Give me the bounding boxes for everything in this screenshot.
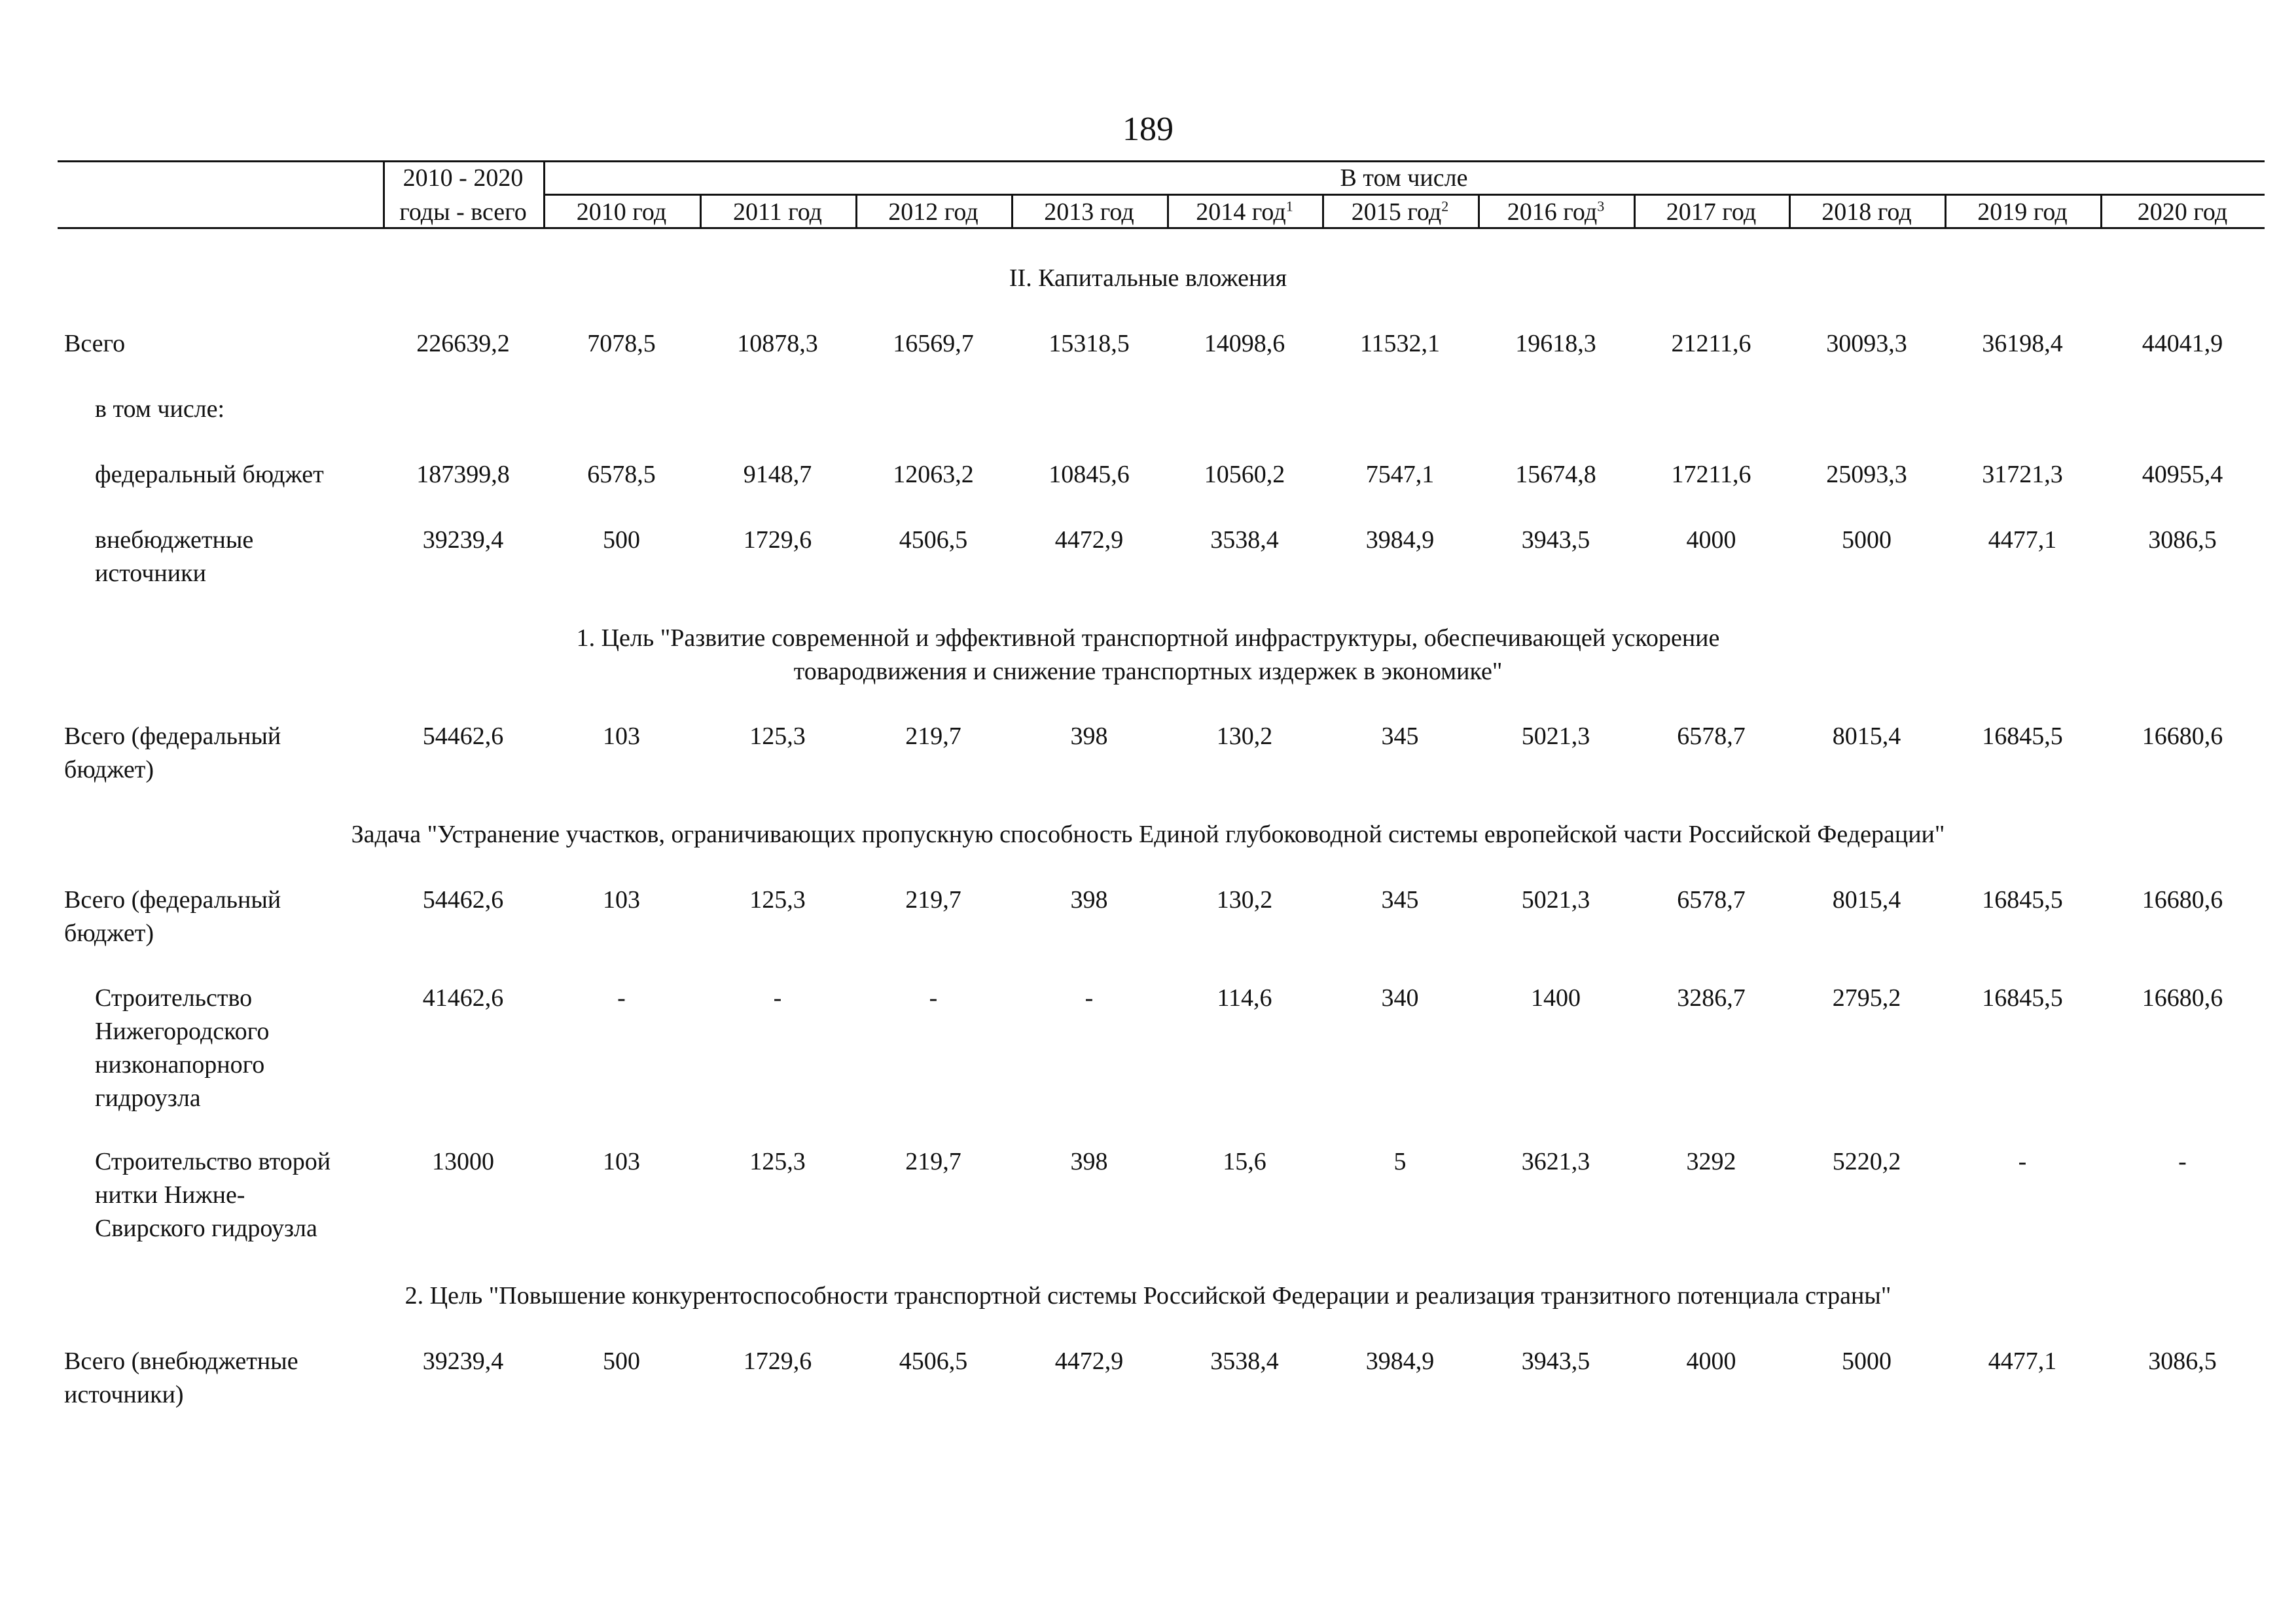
total-cell: 226639,2	[416, 330, 510, 357]
row-label	[95, 1145, 383, 1245]
row-label-line: нитки Нижне-	[95, 1181, 245, 1209]
section-heading: 1. Цель "Развитие современной и эффективной транспортной инфраструктуры, обеспечивающей ускорение	[576, 624, 1720, 652]
year-cell: 15318,5	[1049, 330, 1130, 357]
year-cell: 500	[603, 526, 640, 554]
year-cell: 4506,5	[899, 1347, 968, 1375]
header-year-label: 2015 год	[1351, 198, 1442, 226]
header-year	[543, 198, 700, 226]
row-label-line: источники)	[64, 1381, 184, 1408]
year-cell: -	[617, 984, 626, 1012]
total-cell: 13000	[432, 1148, 494, 1175]
year-cell: 219,7	[905, 886, 961, 914]
year-cell: 130,2	[1216, 722, 1273, 750]
total-cell: 54462,6	[422, 722, 504, 750]
year-cell: 4472,9	[1054, 1347, 1124, 1375]
year-cell: 31721,3	[1982, 461, 2063, 488]
year-cell: 10845,6	[1049, 461, 1130, 488]
year-cell: 9148,7	[743, 461, 812, 488]
header-year-label: 2011 год	[733, 198, 822, 226]
year-cell: 219,7	[905, 1148, 961, 1175]
total-cell: 187399,8	[416, 461, 510, 488]
year-cell: 16680,6	[2142, 886, 2223, 914]
year-cell: 398	[1070, 722, 1108, 750]
header-year	[1167, 198, 1322, 226]
row-label-line: бюджет)	[64, 756, 154, 783]
row-label-line: Строительство второй	[95, 1148, 331, 1175]
year-cell: 4000	[1686, 1347, 1736, 1375]
year-cell: 1400	[1531, 984, 1581, 1012]
total-cell: 41462,6	[422, 984, 504, 1012]
year-cell: 16680,6	[2142, 984, 2223, 1012]
year-cell: 40955,4	[2142, 461, 2223, 488]
year-cell: 15,6	[1223, 1148, 1266, 1175]
year-cell: 345	[1381, 722, 1419, 750]
row-label-line: бюджет)	[64, 919, 154, 947]
year-cell: 5220,2	[1832, 1148, 1901, 1175]
header-year	[1945, 198, 2100, 226]
row-label-line: Строительство	[95, 984, 253, 1012]
year-cell: 125,3	[749, 722, 806, 750]
header-middle-rule	[543, 194, 2265, 196]
row-label	[95, 524, 383, 590]
row-label-line: в том числе:	[95, 395, 225, 423]
year-cell: 10878,3	[737, 330, 818, 357]
year-cell: 12063,2	[893, 461, 974, 488]
year-cell: 4477,1	[1988, 1347, 2057, 1375]
year-cell: 3538,4	[1210, 1347, 1279, 1375]
year-cell: 398	[1070, 1148, 1108, 1175]
section-heading: товародвижения и снижение транспортных издержек в экономике"	[793, 658, 1503, 685]
year-cell: 1729,6	[743, 1347, 812, 1375]
year-cell: 16845,5	[1982, 722, 2063, 750]
row-label	[64, 883, 383, 950]
year-cell: 3943,5	[1521, 1347, 1590, 1375]
header-total-label: годы - всего	[399, 198, 527, 226]
row-label	[95, 982, 383, 1115]
row-label-line: Нижегородского	[95, 1018, 270, 1045]
year-cell: -	[929, 984, 938, 1012]
year-cell: 4477,1	[1988, 526, 2057, 554]
year-cell: 10560,2	[1204, 461, 1285, 488]
year-cell: 6578,7	[1677, 886, 1746, 914]
header-year	[855, 198, 1011, 226]
header-year	[2100, 198, 2265, 226]
row-label	[64, 1345, 383, 1412]
header-year-label: 2013 год	[1044, 198, 1134, 226]
year-cell: 8015,4	[1832, 722, 1901, 750]
year-cell: 3086,5	[2148, 526, 2217, 554]
year-cell: 4506,5	[899, 526, 968, 554]
row-label-line: Всего (федеральный	[64, 886, 281, 914]
year-cell: 5021,3	[1521, 722, 1590, 750]
header-year	[700, 198, 855, 226]
year-cell: 3621,3	[1521, 1148, 1590, 1175]
header-year-label: 2016 год	[1507, 198, 1598, 226]
year-cell: 3943,5	[1521, 526, 1590, 554]
header-year	[1789, 198, 1945, 226]
year-cell: 103	[603, 1148, 640, 1175]
year-cell: -	[2178, 1148, 2187, 1175]
year-cell: 125,3	[749, 1148, 806, 1175]
row-label-line: источники	[95, 560, 206, 587]
year-cell: 5000	[1842, 1347, 1892, 1375]
row-label-line: федеральный бюджет	[95, 461, 324, 488]
year-cell: 3292	[1686, 1148, 1736, 1175]
row-label-line: гидроузла	[95, 1084, 201, 1112]
year-cell: 125,3	[749, 886, 806, 914]
header-group-label: В том числе	[1340, 164, 1468, 192]
year-cell: 15674,8	[1515, 461, 1596, 488]
year-cell: 8015,4	[1832, 886, 1901, 914]
year-cell: 30093,3	[1826, 330, 1907, 357]
year-cell: 5000	[1842, 526, 1892, 554]
year-cell: 103	[603, 886, 640, 914]
header-year-label: 2010 год	[576, 198, 667, 226]
year-cell: 103	[603, 722, 640, 750]
year-cell: 3286,7	[1677, 984, 1746, 1012]
year-cell: 345	[1381, 886, 1419, 914]
total-cell: 54462,6	[422, 886, 504, 914]
header-year-label: 2014 год	[1196, 198, 1286, 226]
year-cell: 398	[1070, 886, 1108, 914]
row-label-line: низконапорного	[95, 1051, 265, 1079]
header-total-period: 2010 - 2020	[403, 164, 524, 192]
year-cell: 21211,6	[1671, 330, 1751, 357]
year-cell: 500	[603, 1347, 640, 1375]
year-cell: 5021,3	[1521, 886, 1590, 914]
section-heading: II. Капитальные вложения	[1009, 264, 1287, 292]
year-cell: 7078,5	[587, 330, 656, 357]
year-cell: 7547,1	[1365, 461, 1435, 488]
header-year-label: 2019 год	[1977, 198, 2068, 226]
header-year-label: 2020 год	[2137, 198, 2228, 226]
year-cell: 11532,1	[1359, 330, 1441, 357]
year-cell: -	[2018, 1148, 2027, 1175]
header-top-rule	[58, 160, 2265, 162]
year-cell: 36198,4	[1982, 330, 2063, 357]
year-cell: 3086,5	[2148, 1347, 2217, 1375]
year-cell: -	[1085, 984, 1094, 1012]
year-cell: 16845,5	[1982, 886, 2063, 914]
section-heading: Задача "Устранение участков, ограничивающих пропускную способность Единой глубоководной системы европейской части Российской Федерации"	[351, 821, 1945, 848]
row-label-line: Свирского гидроузла	[95, 1215, 317, 1242]
year-cell: 16569,7	[893, 330, 974, 357]
header-year	[1478, 198, 1634, 226]
year-cell: 3984,9	[1365, 526, 1435, 554]
header-year	[1322, 198, 1478, 226]
header-year-label: 2017 год	[1666, 198, 1757, 226]
year-cell: 19618,3	[1515, 330, 1596, 357]
footnote-marker: 1	[1285, 198, 1293, 215]
year-cell: 16845,5	[1982, 984, 2063, 1012]
header-year	[1634, 198, 1789, 226]
row-label	[64, 720, 383, 787]
year-cell: 1729,6	[743, 526, 812, 554]
row-label-line: Всего	[64, 330, 126, 357]
year-cell: 6578,7	[1677, 722, 1746, 750]
header-year	[1011, 198, 1167, 226]
year-cell: 4000	[1686, 526, 1736, 554]
section-heading: 2. Цель "Повышение конкурентоспособности транспортной системы Российской Федерации и реализация транзитного потенциала страны"	[404, 1282, 1892, 1310]
footnote-marker: 3	[1597, 198, 1605, 215]
header-year-label: 2018 год	[1821, 198, 1912, 226]
header-bottom-rule	[58, 227, 2265, 229]
year-cell: 14098,6	[1204, 330, 1285, 357]
total-cell: 39239,4	[422, 1347, 504, 1375]
year-cell: 5	[1393, 1148, 1407, 1175]
row-label-line: Всего (внебюджетные	[64, 1347, 298, 1375]
row-label	[95, 393, 383, 426]
header-year-label: 2012 год	[888, 198, 978, 226]
row-label	[64, 327, 383, 361]
year-cell: 340	[1381, 984, 1419, 1012]
year-cell: 6578,5	[587, 461, 656, 488]
year-cell: 3984,9	[1365, 1347, 1435, 1375]
year-cell: 4472,9	[1054, 526, 1124, 554]
row-label-line: внебюджетные	[95, 526, 254, 554]
total-cell: 39239,4	[422, 526, 504, 554]
year-cell: 219,7	[905, 722, 961, 750]
year-cell: 25093,3	[1826, 461, 1907, 488]
year-cell: 114,6	[1217, 984, 1272, 1012]
year-cell: 2795,2	[1832, 984, 1901, 1012]
year-cell: 44041,9	[2142, 330, 2223, 357]
year-cell: 3538,4	[1210, 526, 1279, 554]
page-number: 189	[1122, 111, 1174, 148]
footnote-marker: 2	[1441, 198, 1449, 215]
year-cell: 17211,6	[1671, 461, 1751, 488]
row-label	[95, 458, 383, 491]
year-cell: 16680,6	[2142, 722, 2223, 750]
row-label-line: Всего (федеральный	[64, 722, 281, 750]
year-cell: 130,2	[1216, 886, 1273, 914]
year-cell: -	[773, 984, 782, 1012]
